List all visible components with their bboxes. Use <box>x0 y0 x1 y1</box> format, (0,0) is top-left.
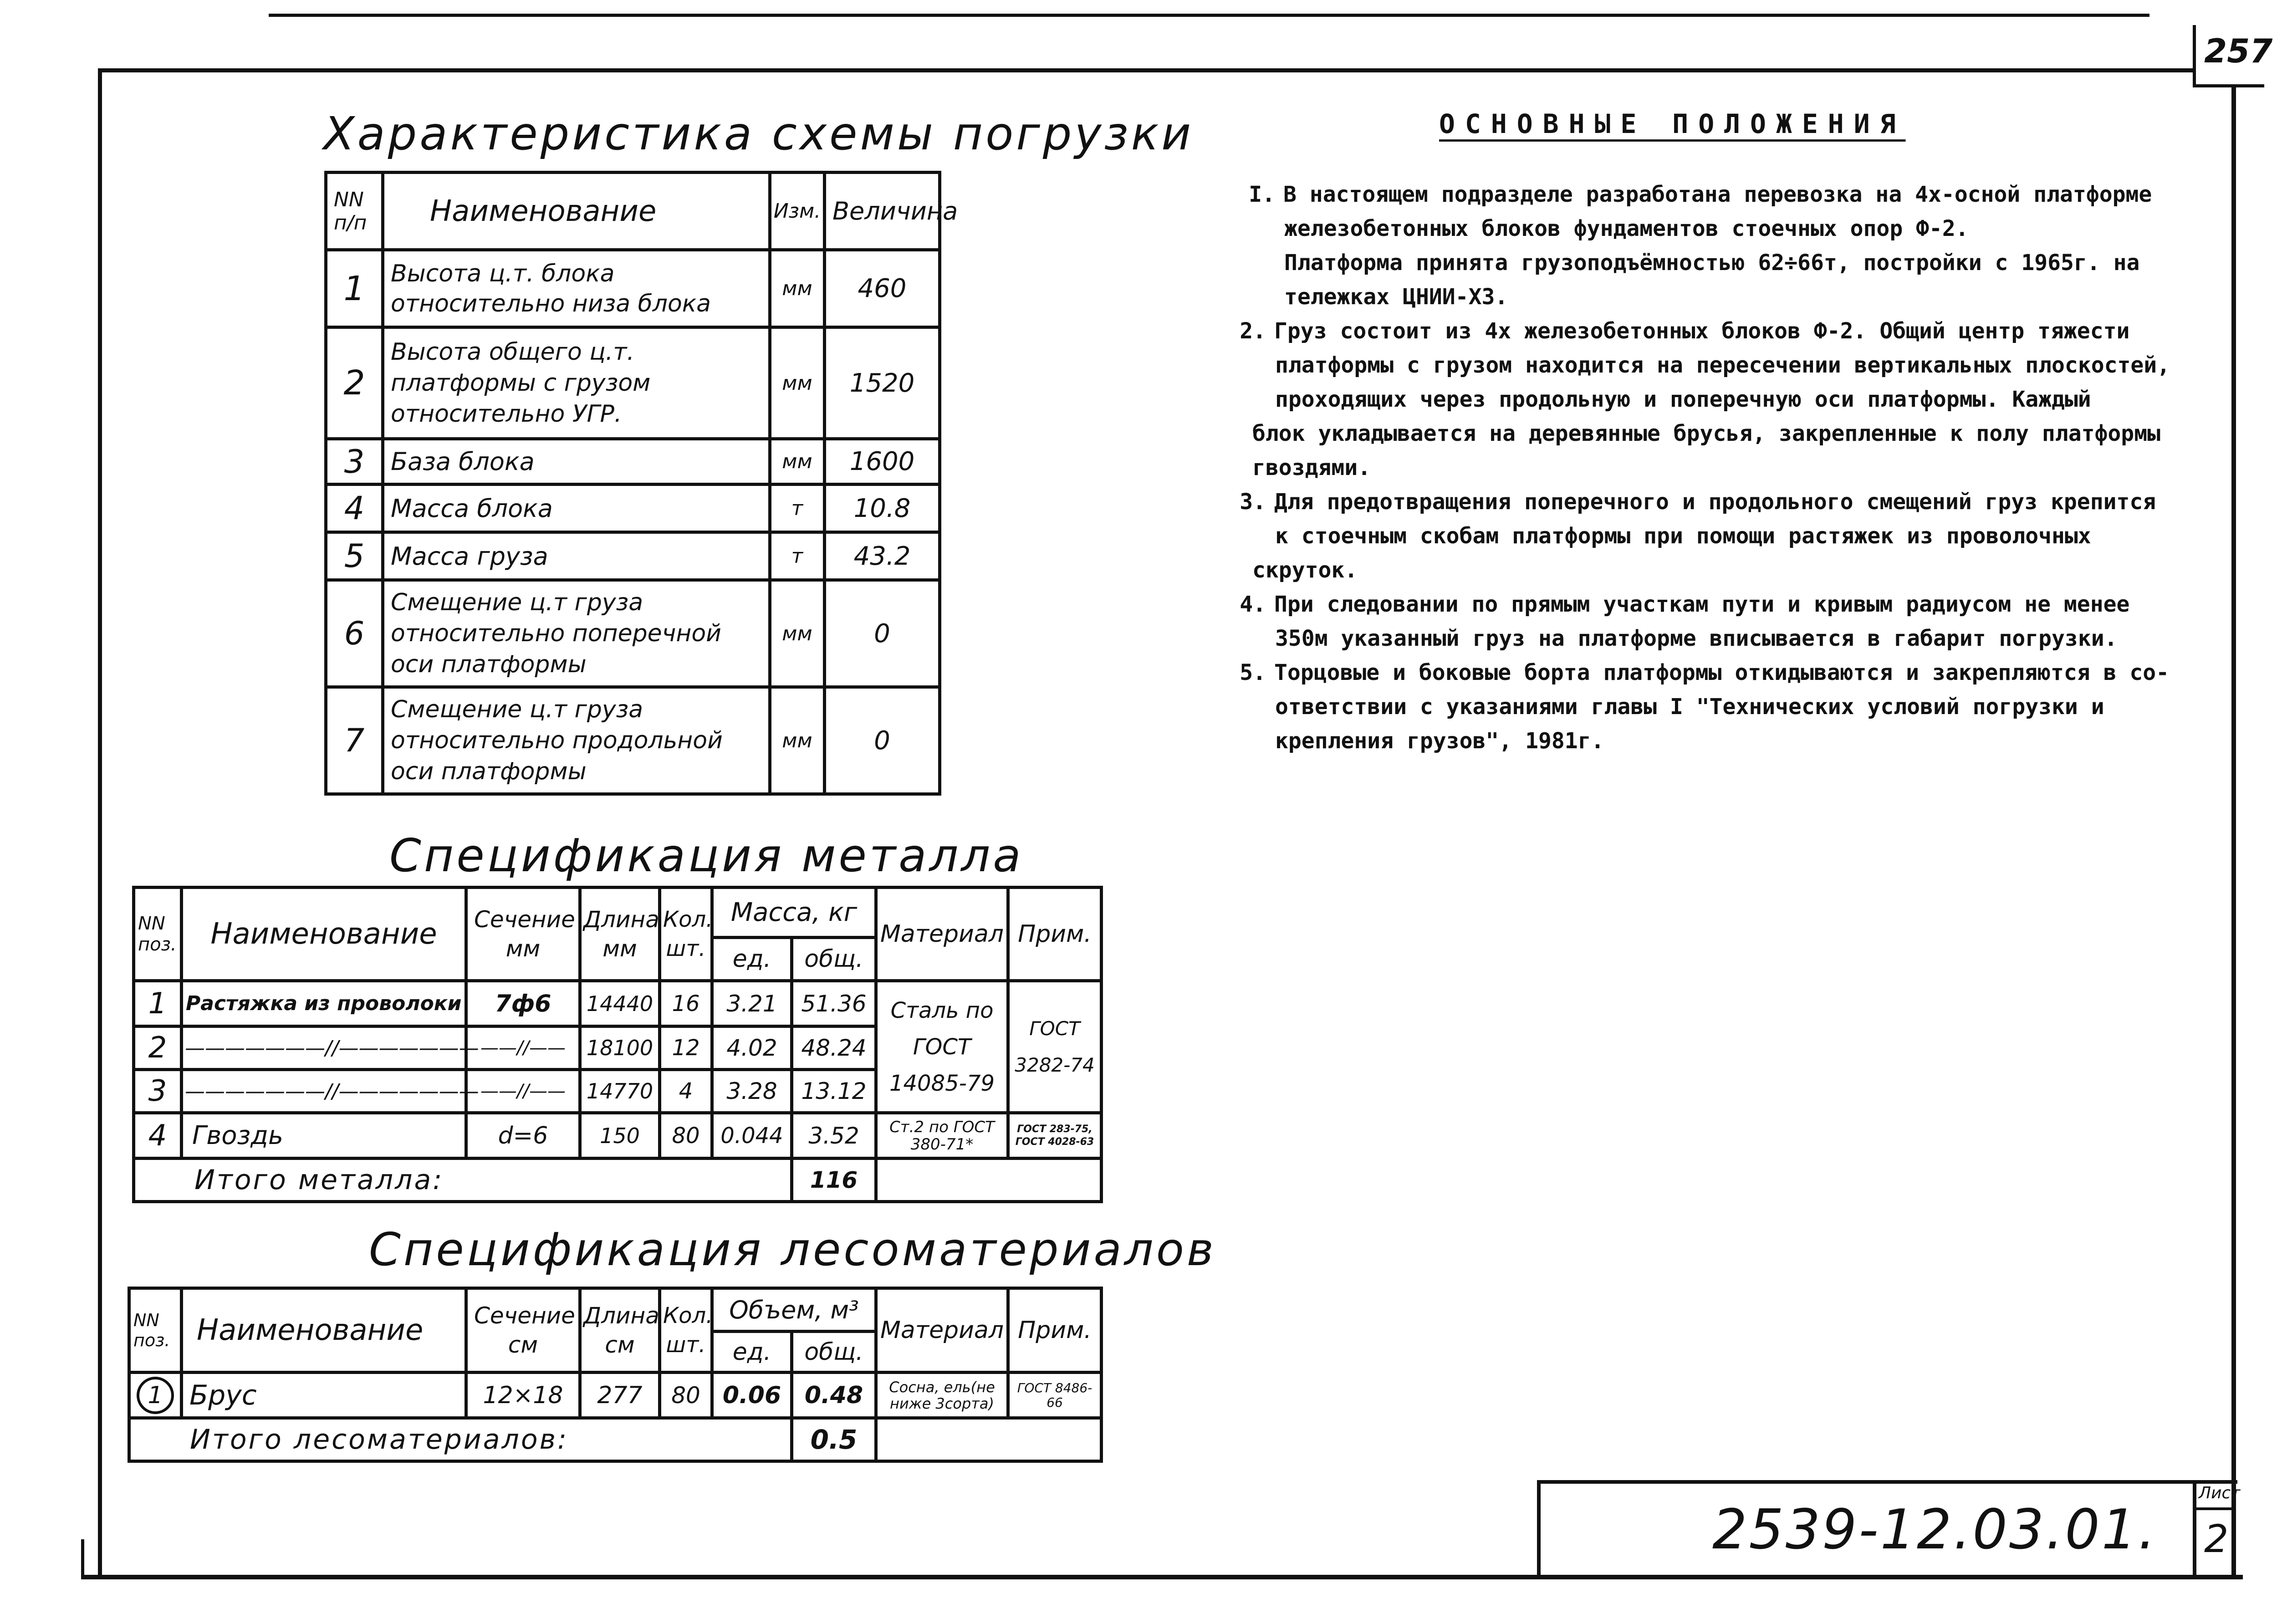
row-material: Сосна, ель(не ниже 3сорта) <box>876 1373 1008 1418</box>
row-name: Масса груза <box>383 532 770 580</box>
document-code: 2539-12.03.01. <box>1712 1498 2158 1562</box>
header-material: Материал <box>876 1288 1008 1373</box>
header-section: Сечение мм <box>466 888 580 981</box>
load-characteristics-table <box>324 171 958 796</box>
total-empty <box>876 1418 1102 1461</box>
provision-line: При следовании по прямым участкам пути и кривым радиусом не менее <box>1274 592 2130 617</box>
row-name: Брус <box>182 1373 466 1418</box>
provision-line: Торцовые и боковые борта платформы откидываются и закрепляются в со- <box>1274 660 2170 685</box>
provision-line: Для предотвращения поперечного и продольного смещений груз крепится <box>1274 489 2156 515</box>
row-name: ———————//——————— <box>182 1070 466 1113</box>
row-qty: 4 <box>660 1070 712 1113</box>
row-mass-unit: 3.28 <box>712 1070 792 1113</box>
provision-line: железобетонных блоков фундаментов стоечных опор Ф-2. <box>1284 216 1969 241</box>
provision-line: 350м указанный груз на платформе вписывается в габарит погрузки. <box>1275 626 2118 651</box>
frame-right <box>2231 68 2236 1579</box>
row-note: ГОСТ 8486-66 <box>1008 1373 1102 1418</box>
row-mass-total: 3.52 <box>792 1113 876 1159</box>
row-num: 4 <box>134 1113 182 1159</box>
header-num: NN поз. <box>134 888 182 981</box>
header-mass: Масса, кг <box>712 888 876 938</box>
provision-line: Груз состоит из 4х железобетонных блоков Ф-2. Общий центр тяжести <box>1274 318 2130 344</box>
row-unit: мм <box>770 250 825 327</box>
circled-num: 1 <box>137 1377 174 1414</box>
provision-num: 5. <box>1240 660 1266 685</box>
provision-num: 4. <box>1240 592 1266 617</box>
header-num: NN поз. <box>129 1288 182 1373</box>
row-unit: мм <box>770 687 825 794</box>
row-num: 2 <box>326 327 383 439</box>
sheet-divider <box>2193 1507 2236 1510</box>
metal-spec-title: Спецификация металла <box>389 829 1024 882</box>
frame-top <box>98 68 2234 72</box>
header-qty: Кол. шт. <box>660 888 712 981</box>
header-name: Наименование <box>182 888 466 981</box>
row-mass-total: 13.12 <box>792 1070 876 1113</box>
page-number: 257 <box>2204 32 2273 70</box>
header-mass-total: общ. <box>792 938 876 981</box>
row-num: 4 <box>326 485 383 532</box>
header-name: Наименование <box>383 173 770 250</box>
row-value: 1520 <box>825 327 940 439</box>
header-unit: Изм. <box>770 173 825 250</box>
row-length: 14440 <box>580 981 660 1026</box>
row-qty: 80 <box>660 1113 712 1159</box>
row-unit: мм <box>770 580 825 687</box>
row-name: Масса блока <box>383 485 770 532</box>
wood-spec-title: Спецификация лесоматериалов <box>369 1223 1216 1276</box>
row-value: 43.2 <box>825 532 940 580</box>
header-name: Наименование <box>182 1288 466 1373</box>
row-name: База блока <box>383 439 770 485</box>
row-length: 150 <box>580 1113 660 1159</box>
provision-line: В настоящем подразделе разработана перевозка на 4х-осной платформе <box>1283 182 2152 207</box>
row-num: 3 <box>326 439 383 485</box>
header-num: NN п/п <box>326 173 383 250</box>
load-characteristics-title: Характеристика схемы погрузки <box>323 107 1194 160</box>
row-value: 0 <box>825 687 940 794</box>
row-vol-total: 0.48 <box>792 1373 876 1418</box>
provision-item <box>1220 656 2231 758</box>
top-rule <box>269 14 2149 17</box>
header-length: Длина мм <box>580 888 660 981</box>
row-section: d=6 <box>466 1113 580 1159</box>
row-section: 12×18 <box>466 1373 580 1418</box>
header-qty: Кол. шт. <box>660 1288 712 1373</box>
provision-num: 2. <box>1240 318 1266 344</box>
row-section: ——//—— <box>466 1026 580 1070</box>
header-note: Прим. <box>1008 888 1102 981</box>
main-provisions-title: ОСНОВНЫЕ ПОЛОЖЕНИЯ <box>1439 108 1906 139</box>
provision-line: Платформа принята грузоподъёмностью 62÷66т, постройки с 1965г. на <box>1284 250 2140 276</box>
row-num: 7 <box>326 687 383 794</box>
provision-line: скруток. <box>1252 557 1358 583</box>
provision-item <box>1220 314 2231 485</box>
row-note: ГОСТ 283-75, ГОСТ 4028-63 <box>1008 1113 1102 1159</box>
header-vol-unit: ед. <box>712 1332 792 1373</box>
note-group: ГОСТ 3282-74 <box>1008 981 1102 1113</box>
row-length: 277 <box>580 1373 660 1418</box>
sheet-number: 2 <box>2204 1517 2229 1561</box>
material-group: Сталь по ГОСТ 14085-79 <box>876 981 1008 1113</box>
header-length: Длина см <box>580 1288 660 1373</box>
header-material: Материал <box>876 888 1008 981</box>
row-value: 460 <box>825 250 940 327</box>
row-value: 10.8 <box>825 485 940 532</box>
row-section: 7ф6 <box>466 981 580 1026</box>
row-mass-total: 48.24 <box>792 1026 876 1070</box>
row-section: ——//—— <box>466 1070 580 1113</box>
row-qty: 80 <box>660 1373 712 1418</box>
row-mass-unit: 3.21 <box>712 981 792 1026</box>
row-value: 0 <box>825 580 940 687</box>
row-name: Гвоздь <box>182 1113 466 1159</box>
row-num: 5 <box>326 532 383 580</box>
row-length: 18100 <box>580 1026 660 1070</box>
row-mass-unit: 0.044 <box>712 1113 792 1159</box>
row-num: 1 <box>326 250 383 327</box>
provision-line: крепления грузов", 1981г. <box>1275 728 1604 754</box>
header-vol-total: общ. <box>792 1332 876 1373</box>
provision-num: I. <box>1249 182 1275 207</box>
outer-left <box>81 1539 84 1579</box>
header-section: Сечение см <box>466 1288 580 1373</box>
row-unit: т <box>770 485 825 532</box>
wood-spec-table <box>128 1287 1103 1463</box>
total-label: Итого металла: <box>134 1159 792 1202</box>
total-value: 116 <box>792 1159 876 1202</box>
row-unit: т <box>770 532 825 580</box>
row-num: 3 <box>134 1070 182 1113</box>
row-name: Высота общего ц.т. платформы с грузом относительно УГР. <box>383 327 770 439</box>
row-mass-unit: 4.02 <box>712 1026 792 1070</box>
total-empty <box>876 1159 1102 1202</box>
provision-line: платформы с грузом находится на пересечении вертикальных плоскостей, <box>1275 352 2170 378</box>
row-material: Ст.2 по ГОСТ 380-71* <box>876 1113 1008 1159</box>
metal-spec-table <box>132 886 1103 1203</box>
row-unit: мм <box>770 327 825 439</box>
header-mass-unit: ед. <box>712 938 792 981</box>
row-name: Смещение ц.т груза относительно поперечной оси платформы <box>383 580 770 687</box>
provision-item <box>1220 485 2231 587</box>
provision-line: ответствии с указаниями главы I "Технических условий погрузки и <box>1275 694 2104 720</box>
row-mass-total: 51.36 <box>792 981 876 1026</box>
provision-num: 3. <box>1240 489 1266 515</box>
header-volume: Объем, м³ <box>712 1288 876 1332</box>
row-length: 14770 <box>580 1070 660 1113</box>
total-value: 0.5 <box>792 1418 876 1461</box>
row-num: 1 <box>134 981 182 1026</box>
provision-item <box>1220 587 2231 656</box>
provision-line: блок укладывается на деревянные брусья, закрепленные к полу платформы <box>1252 421 2160 446</box>
row-num: 2 <box>134 1026 182 1070</box>
row-qty: 12 <box>660 1026 712 1070</box>
provision-item <box>1220 178 2231 314</box>
frame-left <box>98 68 102 1576</box>
total-label: Итого лесоматериалов: <box>129 1418 792 1461</box>
row-qty: 16 <box>660 981 712 1026</box>
provision-line: гвоздями. <box>1252 455 1371 480</box>
row-num: 6 <box>326 580 383 687</box>
row-name: ———————//——————— <box>182 1026 466 1070</box>
row-num <box>129 1373 182 1418</box>
sheet-label: Лист <box>2199 1484 2241 1502</box>
row-name: Высота ц.т. блока относительно низа блока <box>383 250 770 327</box>
row-name: Растяжка из проволоки <box>182 981 466 1026</box>
row-value: 1600 <box>825 439 940 485</box>
provision-line: тележках ЦНИИ-Х3. <box>1284 284 1508 310</box>
header-note: Прим. <box>1008 1288 1102 1373</box>
provision-line: к стоечным скобам платформы при помощи растяжек из проволочных <box>1275 523 2091 549</box>
header-value: Величина <box>825 173 940 250</box>
row-unit: мм <box>770 439 825 485</box>
main-provisions-body <box>1220 178 2231 758</box>
row-name: Смещение ц.т груза относительно продольной оси платформы <box>383 687 770 794</box>
row-vol-unit: 0.06 <box>712 1373 792 1418</box>
provision-line: проходящих через продольную и поперечную оси платформы. Каждый <box>1275 387 2091 412</box>
